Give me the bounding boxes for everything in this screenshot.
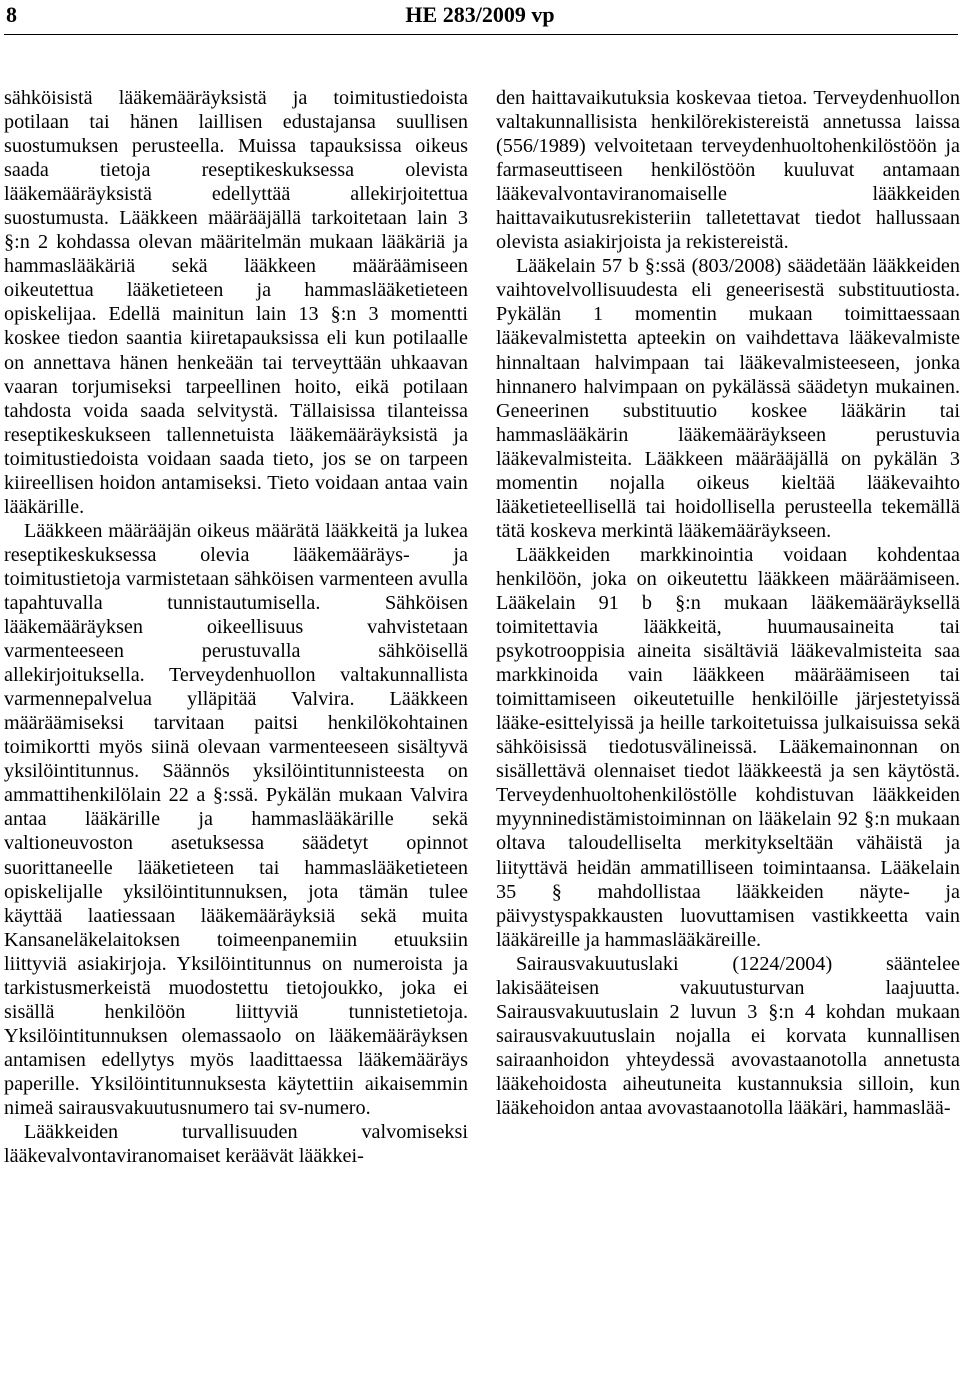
page-number: 8 (6, 2, 17, 27)
paragraph: Lääkkeiden turvallisuuden valvomiseksi lääkevalvontaviranomaiset keräävät lääkkei- (4, 1121, 468, 1168)
paragraph: den haittavaikutuksia koskevaa tietoa. Terveydenhuollon valtakunnallisista henkilörekistereistä annetussa laissa (556/1989) velvoitetaan terveydenhuoltohenkilöstöön ja farmaseuttiseen henkilöstöön kuuluvat antamaan lääkevalvontaviranomaiselle lääkkeiden haittavaikutusrekisteriin talletettavat tiedot hallussaan olevista asiakirjoista ja rekistereistä. (496, 87, 960, 254)
left-column (4, 86, 468, 1168)
header-rule (4, 34, 958, 35)
right-column (496, 86, 960, 1120)
paragraph: Sairausvakuutuslaki (1224/2004) sääntelee lakisääteisen vakuutusturvan laajuutta. Sairausvakuutuslain 2 luvun 3 §:n 4 kohdan mukaan sairausvakuutuslain nojalla ei korvata kunnallisen sairaanhoidon yhteydessä avovastaanotolla annetusta lääkehoidosta aiheutuneita kustannuksia silloin, kun lääkehoidon antaa avovastaanotolla lääkäri, hammaslää- (496, 952, 960, 1119)
paragraph: Lääkkeiden markkinointia voidaan kohdentaa henkilöön, joka on oikeutettu lääkkeen määräämiseen. Lääkelain 91 b §:n mukaan lääkemääräyksellä toimitettavia lääkkeitä, huumausaineita tai psykotrooppisia aineita sisältäviä lääkevalmisteita saa markkinoida vain lääkkeen määräämiseen tai toimittamiseen oikeutetuille henkilöille järjestetyissä lääke-esittelyissä ja heille tarkoitetuissa julkaisuissa sekä sähköisissä tiedotusvälineissä. Lääkemainonnan on sisällettävä olennaiset tiedot lääkkeestä ja sen käytöstä. Terveydenhuoltohenkilöstölle kohdistuvan lääkkeiden myynninedistämistoiminnan on lääkelain 92 §:n mukaan oltava taloudelliselta merkitykseltään vähäistä ja liityttävä heidän ammatilliseen toimintaansa. Lääkelain 35 § mahdollistaa lääkkeiden näyte- ja päivystyspakkausten luovuttamisen vastikkeetta vain lääkäreille ja hammaslääkäreille. (496, 543, 960, 951)
document-id: HE 283/2009 vp (405, 2, 555, 27)
paragraph: sähköisistä lääkemääräyksistä ja toimitustiedoista potilaan tai hänen laillisen edustajansa suullisen suostumuksen perusteella. Muissa tapauksissa oikeus saada tietoja reseptikeskuksessa olevista lääkemääräyksistä edellyttää allekirjoitettua suostumusta. Lääkkeen määrääjällä tarkoitetaan lain 3 §:n 2 kohdassa olevan määritelmän mukaan lääkäriä ja hammaslääkäriä sekä lääkkeen määräämiseen oikeutettua lääketieteen ja hammaslääketieteen opiskelijaa. Edellä mainitun lain 13 §:n 3 momentti koskee tiedon saantia kiiretapauksissa eli kun potilaalle on annettava hänen henkeään tai terveyttään uhkaavan vaaran torjumiseksi tarpeellinen hoito, eikä potilaan tahdosta voida saada selvitystä. Tällaisissa tilanteissa reseptikeskukseen tallennetuista lääkemääräyksistä ja toimitustiedoista voidaan saada tieto, jos se on tarpeen kiireellisen hoidon antamiseksi. Tieto voidaan antaa vain lääkärille. (4, 87, 468, 518)
paragraph: Lääkelain 57 b §:ssä (803/2008) säädetään lääkkeiden vaihtovelvollisuudesta eli geneerisestä substituutiosta. Pykälän 1 momentin mukaan toimittaessaan lääkevalmistetta apteekin on vaihdettava lääkevalmiste hinnaltaan halvimpaan tai lääkevalmisteeseen, jonka hinnanero halvimpaan on pykälässä säädetyn mukainen. Geneerinen substituutio koskee lääkärin tai hammaslääkärin lääkemääräykseen perustuvia lääkevalmisteita. Lääkkeen määrääjällä on pykälän 3 momentin nojalla oikeus kieltää lääkevaihto lääketieteellisellä tai hoidollisella perusteella tekemällä tätä koskeva merkintä lääkemääräykseen. (496, 255, 960, 542)
paragraph: Lääkkeen määrääjän oikeus määrätä lääkkeitä ja lukea reseptikeskuksessa olevia lääkemääräys- ja toimitustietoja varmistetaan sähköisen varmenteen avulla tapahtuvalla tunnistautumisella. Sähköisen lääkemääräyksen oikeellisuus vahvistetaan varmenteeseen perustuvalla sähköisellä allekirjoituksella. Terveydenhuollon valtakunnallista varmennepalvelua ylläpitää Valvira. Lääkkeen määräämiseksi tarvitaan paitsi henkilökohtainen toimikortti myös siinä olevaan varmenteeseen sisältyvä yksilöintitunnus. Säännös yksilöintitunnisteesta on ammattihenkilölain 22 a §:ssä. Pykälän mukaan Valvira antaa lääkärille ja hammaslääkärille sekä valtioneuvoston asetuksessa säädetyt opinnot suorittaneelle lääketieteen tai hammaslääketieteen opiskelijalle yksilöintitunnuksen, jota tämän tulee käyttää laatiessaan lääkemääräyksiä sekä muita Kansaneläkelaitoksen toimeenpanemiin etuuksiin liittyviä asiakirjoja. Yksilöintitunnus on numeroista ja tarkistusmerkeistä muodostettu tietojoukko, joka ei sisällä henkilöön liittyviä tunnistetietoja. Yksilöintitunnuksen olemassaolo on lääkemääräyksen antamisen edellytys myös laadittaessa lääkemääräys paperille. Yksilöintitunnuksesta käytettiin aikaisemmin nimeä sairausvakuutusnumero tai sv-numero. (4, 519, 468, 1119)
